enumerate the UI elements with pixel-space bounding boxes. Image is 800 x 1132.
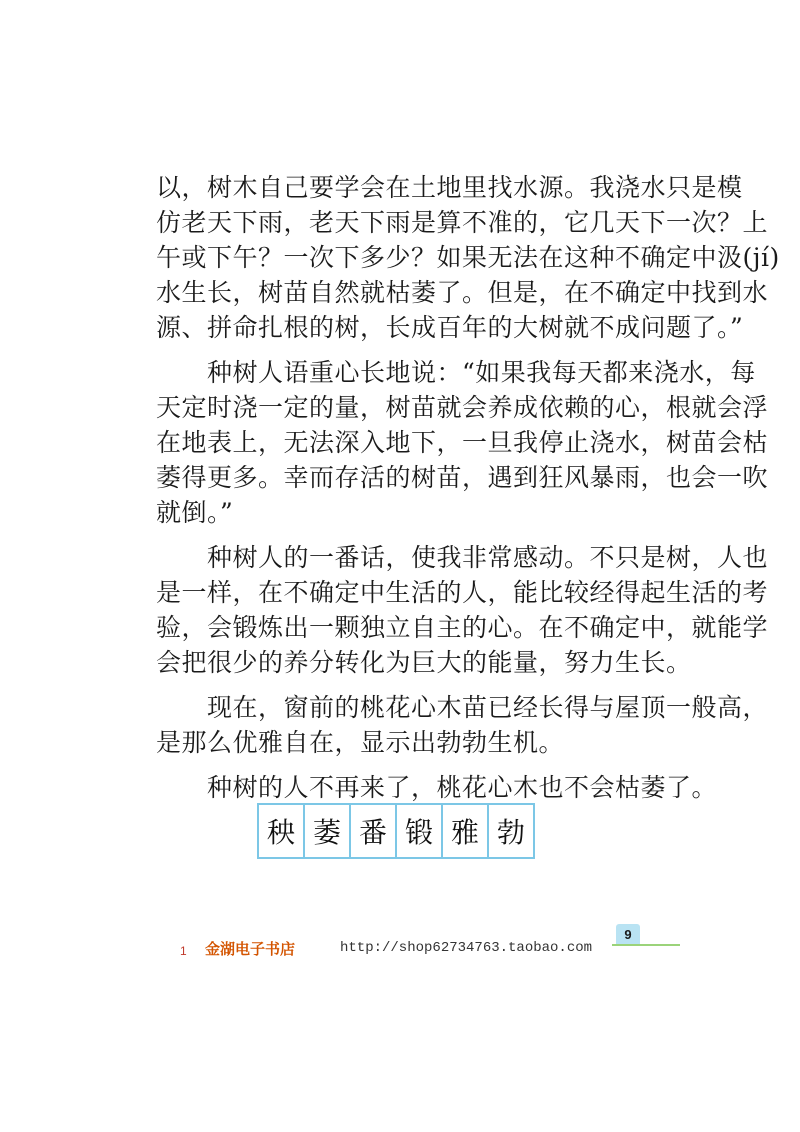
text-line: 萎得更多。幸而存活的树苗，遇到狂风暴雨，也会一吹 [156, 463, 769, 492]
character-cell: 雅 [443, 805, 489, 857]
character-cell: 萎 [305, 805, 351, 857]
text-line: 是一样，在不确定中生活的人，能比较经得起生活的考 [156, 578, 769, 607]
page-number-marker [612, 922, 682, 952]
page-number: 9 [616, 924, 640, 944]
text-line: 会把很少的养分转化为巨大的能量，努力生长。 [156, 648, 692, 677]
text-line: 验，会锻炼出一颗独立自主的心。在不确定中，就能学 [156, 613, 769, 642]
text-line: 源、拼命扎根的树，长成百年的大树就不成问题了。” [156, 313, 744, 342]
character-cell: 秧 [259, 805, 305, 857]
paragraph [156, 170, 780, 345]
text-line: 现在，窗前的桃花心木苗已经长得与屋顶一般高， [156, 693, 769, 722]
character-cell: 锻 [397, 805, 443, 857]
page-number-underline [612, 944, 680, 946]
paragraph [156, 690, 769, 760]
footer-mark: 1 [180, 944, 187, 958]
paragraph [156, 540, 769, 680]
paragraph [156, 770, 718, 805]
store-url: http://shop62734763.taobao.com [340, 940, 593, 956]
text-line: 在地表上，无法深入地下，一旦我停止浇水，树苗会枯 [156, 428, 769, 457]
text-line: 仿老天下雨，老天下雨是算不准的，它几天下一次？上 [156, 208, 769, 237]
text-line: 种树人的一番话，使我非常感动。不只是树，人也 [156, 543, 769, 572]
text-line: 以，树木自己要学会在土地里找水源。我浇水只是模 [156, 173, 743, 202]
text-line: 种树的人不再来了，桃花心木也不会枯萎了。 [156, 773, 718, 802]
new-characters-grid [257, 803, 535, 859]
character-cell: 番 [351, 805, 397, 857]
character-cell: 勃 [496, 816, 525, 849]
text-line: 水生长，树苗自然就枯萎了。但是，在不确定中找到水 [156, 278, 769, 307]
text-line: 就倒。” [156, 498, 234, 527]
story-text [156, 170, 780, 805]
text-line: 午或下午？一次下多少？如果无法在这种不确定中汲(jí) [156, 243, 780, 272]
text-line: 天定时浇一定的量，树苗就会养成依赖的心，根就会浮 [156, 393, 769, 422]
text-line: 种树人语重心长地说：“如果我每天都来浇水，每 [156, 358, 756, 387]
paragraph [156, 355, 769, 530]
store-name: 金湖电子书店 [205, 941, 296, 958]
text-line: 是那么优雅自在，显示出勃勃生机。 [156, 728, 565, 757]
